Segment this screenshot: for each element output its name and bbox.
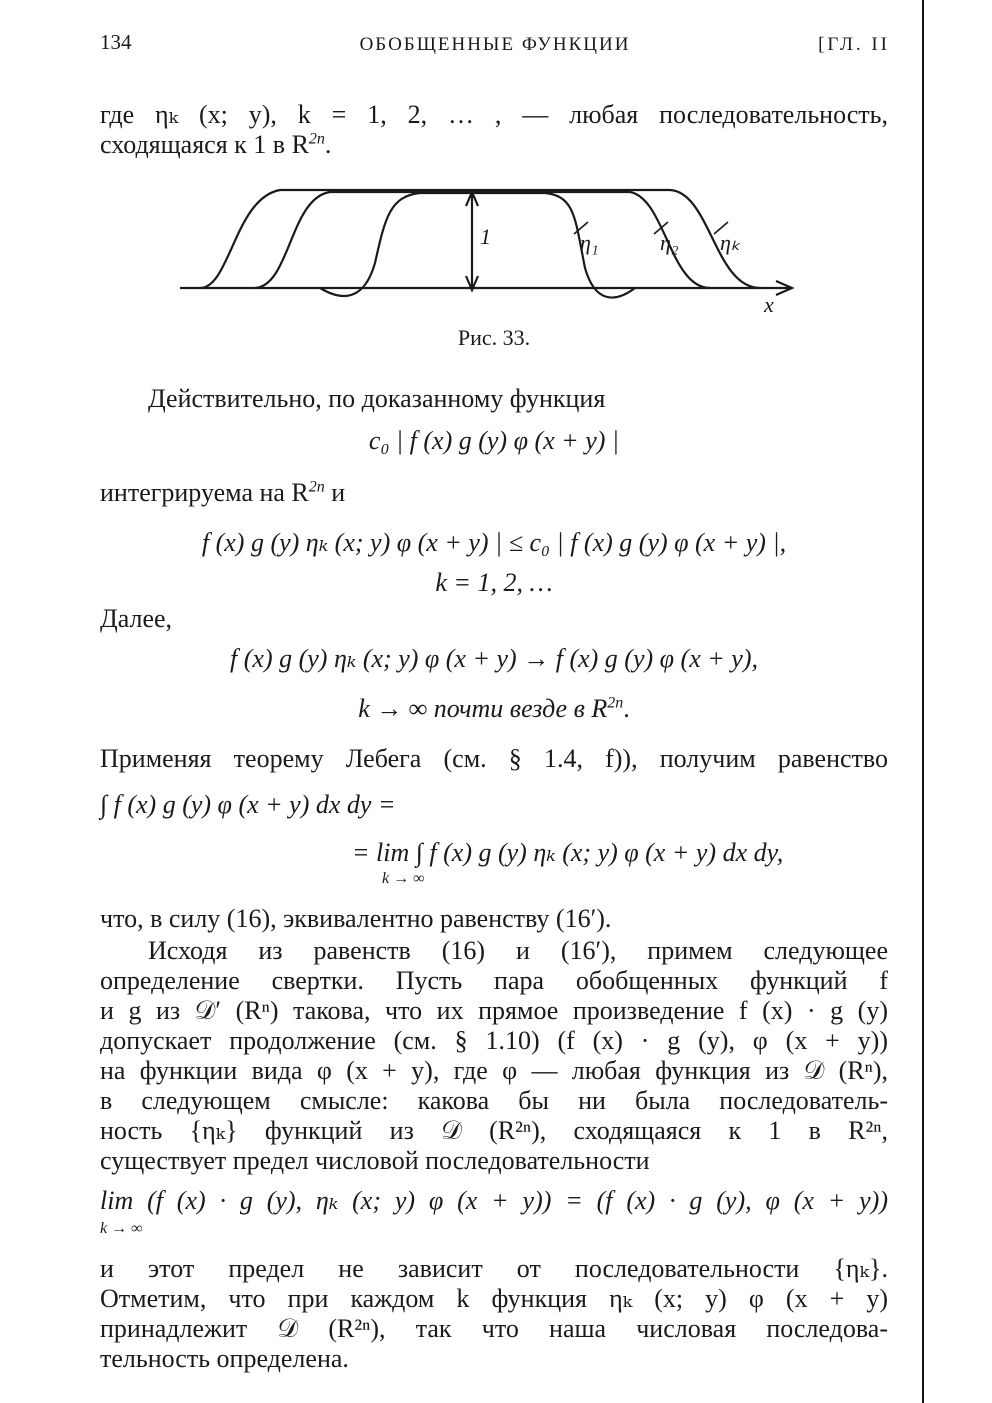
formula-3: f (x) g (y) ηₖ (x; y) φ (x + y) → f (x) g (y) φ (x + y),: [230, 644, 758, 673]
paragraph-5: что, в силу (16), эквивалентно равенству (16′).: [100, 904, 612, 933]
paragraph-6: [100, 936, 888, 1176]
p7-line-1: и этот предел не зависит от последовательности {ηₖ}.: [100, 1254, 888, 1283]
figure-33: [170, 178, 800, 328]
figure-caption: Рис. 33.: [457, 325, 531, 350]
p6-line-1: Исходя из равенств (16) и (16′), примем следующее: [148, 936, 888, 965]
p6-line-5: на функции вида φ (x + y), где φ — любая функция из 𝒟 (Rⁿ),: [100, 1056, 888, 1085]
p6-line-7: ность {ηₖ} функций из 𝒟 (R²ⁿ), сходящаяся к 1 в R²ⁿ,: [100, 1116, 888, 1145]
page-header: [100, 30, 890, 60]
p7-line-3: принадлежит 𝒟 (R²ⁿ), так что наша числовая последова-: [100, 1314, 888, 1343]
x-axis-label: x: [764, 292, 774, 317]
formula-4a: ∫ f (x) g (y) φ (x + y) dx dy =: [100, 790, 396, 819]
formula-2-index: k = 1, 2, …: [435, 568, 553, 597]
p7-line-4: тельность определена.: [100, 1344, 349, 1373]
page-edge-rule: [922, 0, 924, 1403]
page-number: 134: [100, 30, 132, 54]
formula-4b-limit-sub: k → ∞: [382, 870, 425, 887]
running-title: ОБОБЩЕННЫЕ ФУНКЦИИ: [359, 34, 631, 55]
paragraph-7: [100, 1254, 888, 1374]
paragraph-1: Действительно, по доказанному функция: [148, 384, 606, 413]
paragraph-4: Применяя теорему Лебега (см. § 1.4, f)), получим равенство: [100, 744, 888, 773]
chapter-marker: [ГЛ. II: [818, 34, 890, 55]
p6-line-3: и g из 𝒟′ (Rⁿ) такова, что их прямое произведение f (x) · g (y): [100, 996, 888, 1025]
label-one: 1: [480, 224, 491, 249]
p6-line-8: существует предел числовой последовательности: [100, 1146, 650, 1175]
paragraph-3: Далее,: [100, 604, 173, 633]
formula-5-limit-sub: k → ∞: [100, 1220, 143, 1237]
p6-line-4: допускает продолжение (см. § 1.10) (f (x) · g (y), φ (x + y)): [100, 1026, 888, 1055]
formula-5: lim (f (x) · g (y), ηₖ (x; y) φ (x + y)) = (f (x) · g (y), φ (x + y)): [100, 1186, 888, 1215]
p6-line-6: в следующем смысле: какова бы ни была последователь-: [100, 1086, 888, 1115]
label-eta-1: η₁: [580, 230, 599, 255]
label-eta-k: ηₖ: [720, 230, 741, 255]
paragraph-2: интегрируема на $R^{2n}$ и: [100, 478, 346, 507]
formula-1: c₀ | f (x) g (y) φ (x + y) |: [368, 426, 620, 455]
formula-4b: = lim ∫ f (x) g (y) ηₖ (x; y) φ (x + y) dx dy,: [352, 838, 784, 867]
formula-3-condition: k → ∞ почти везде в $R^{2n}$.: [358, 694, 630, 723]
intro-line-2: сходящаяся к 1 в $R^{2n}$.: [100, 130, 332, 159]
label-eta-2: η₂: [660, 230, 679, 255]
p6-line-2: определение свертки. Пусть пара обобщенных функций f: [100, 966, 888, 995]
p7-line-2: Отметим, что при каждом k функция ηₖ (x; y) φ (x + y): [100, 1284, 888, 1313]
formula-2: f (x) g (y) ηₖ (x; y) φ (x + y) | ≤ c₀ | f (x) g (y) φ (x + y) |,: [201, 528, 787, 557]
intro-line-1: где ηₖ (x; y), k = 1, 2, … , — любая последовательность,: [100, 100, 888, 129]
